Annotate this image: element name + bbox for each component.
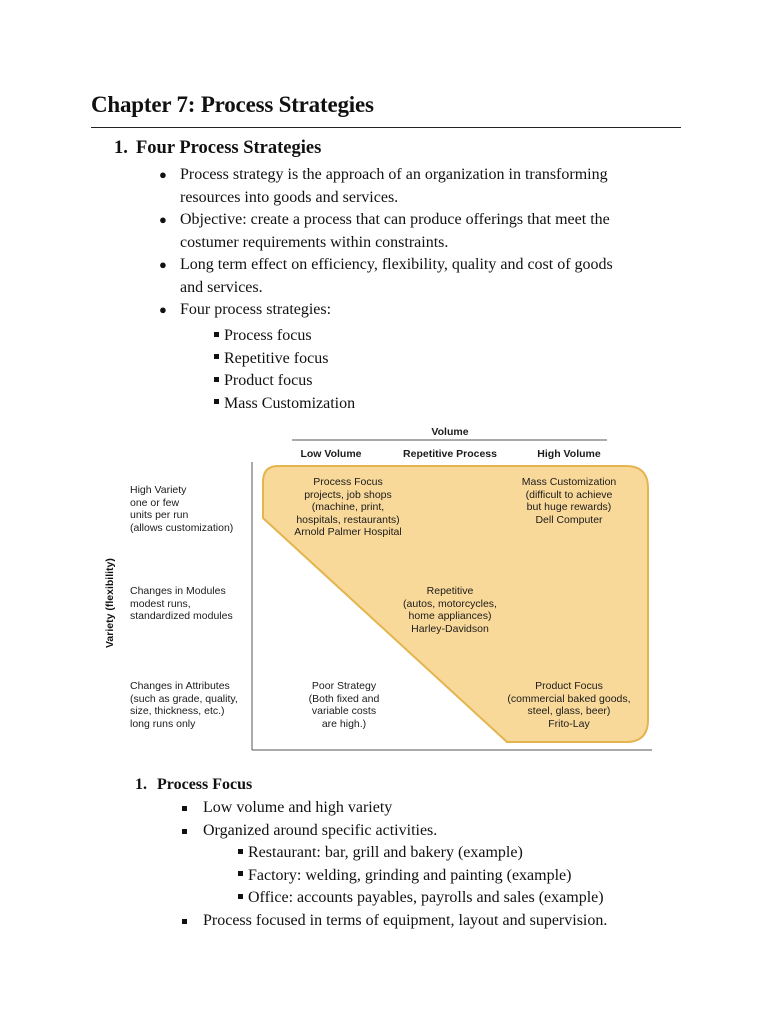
cell-line: (difficult to achieve bbox=[525, 488, 613, 501]
cell-repetitive bbox=[403, 585, 497, 635]
strategy-item bbox=[214, 348, 355, 371]
example-item bbox=[238, 865, 607, 888]
bullet-line: costumer requirements within constraints. bbox=[180, 233, 449, 251]
list-item bbox=[182, 820, 607, 843]
example-text: Factory: welding, grinding and painting (example) bbox=[248, 866, 572, 884]
cell-mass-customization bbox=[522, 476, 617, 526]
bullet-line: Long term effect on efficiency, flexibility, quality and cost of goods bbox=[180, 256, 613, 273]
cell-line: but huge rewards) bbox=[526, 501, 612, 513]
strategy-item bbox=[214, 325, 355, 348]
section-number: 1. bbox=[114, 138, 128, 158]
chapter-title: Chapter 7: Process Strategies bbox=[91, 92, 374, 117]
col-header-high: High Volume bbox=[537, 448, 601, 460]
row-line: one or few bbox=[130, 496, 180, 509]
bullet-list bbox=[159, 164, 678, 322]
row-line: modest runs, bbox=[130, 597, 191, 610]
list-item bbox=[182, 797, 607, 820]
cell-title: Product Focus bbox=[535, 680, 603, 692]
variety-axis-label: Variety (flexibility) bbox=[104, 558, 116, 648]
row-title: Changes in Modules bbox=[130, 585, 226, 597]
bullet-line: and services. bbox=[180, 278, 263, 296]
cell-example: Dell Computer bbox=[535, 513, 603, 526]
cell-example: Arnold Palmer Hospital bbox=[294, 526, 402, 538]
row-line: units per run bbox=[130, 509, 189, 521]
cell-line: home appliances) bbox=[408, 610, 492, 622]
square-bullet-icon bbox=[182, 919, 187, 924]
bullet-line: Process strategy is the approach of an organization in transforming bbox=[180, 166, 608, 183]
cell-process-focus bbox=[294, 476, 401, 539]
row-changes-modules bbox=[130, 585, 233, 623]
cell-title: Poor Strategy bbox=[311, 680, 377, 692]
bullet-dot-icon: ● bbox=[159, 257, 167, 272]
cell-line: (machine, print, bbox=[311, 501, 385, 513]
strategy-label: Product focus bbox=[224, 372, 313, 389]
bullet-line: Four process strategies: bbox=[180, 301, 332, 318]
strategy-label: Mass Customization bbox=[224, 394, 356, 412]
section-heading bbox=[114, 138, 321, 159]
example-text: Restaurant: bar, grill and bakery (example) bbox=[248, 844, 523, 861]
col-header-low: Low Volume bbox=[300, 448, 362, 460]
bullet-line: Objective: create a process that can produce offerings that meet the bbox=[180, 211, 610, 228]
bullet-item bbox=[159, 164, 678, 209]
example-list bbox=[182, 842, 607, 910]
bullet-line: resources into goods and services. bbox=[180, 188, 399, 206]
subsection-number: 1. bbox=[135, 776, 147, 793]
row-high-variety bbox=[130, 484, 233, 534]
bullet-item bbox=[159, 254, 678, 299]
square-bullet-icon bbox=[214, 399, 219, 404]
cell-line: hospitals, restaurants) bbox=[296, 513, 400, 526]
process-focus-list bbox=[182, 797, 607, 932]
cell-line: (Both fixed and bbox=[308, 692, 380, 705]
title-rule bbox=[91, 127, 681, 128]
cell-line: projects, job shops bbox=[304, 488, 392, 501]
subsection-heading-text: Process Focus bbox=[157, 776, 253, 793]
bullet-dot-icon: ● bbox=[159, 302, 167, 317]
square-bullet-icon bbox=[214, 354, 219, 359]
example-item bbox=[238, 887, 607, 910]
list-item-text: Low volume and high variety bbox=[203, 799, 393, 816]
bullet-item bbox=[159, 209, 678, 254]
row-line: standardized modules bbox=[130, 610, 233, 622]
bullet-dot-icon: ● bbox=[159, 167, 167, 182]
row-changes-attributes bbox=[130, 680, 238, 730]
col-header-repetitive: Repetitive Process bbox=[403, 448, 497, 460]
square-bullet-icon bbox=[214, 332, 219, 337]
bullet-dot-icon: ● bbox=[159, 212, 167, 227]
row-title: High Variety bbox=[130, 484, 187, 496]
row-line: (such as grade, quality, bbox=[130, 692, 238, 705]
strategy-label: Repetitive focus bbox=[224, 349, 329, 367]
volume-label: Volume bbox=[431, 426, 469, 438]
cell-line: variable costs bbox=[311, 705, 377, 717]
section-heading-text: Four Process Strategies bbox=[136, 138, 322, 158]
cell-example: Harley-Davidson bbox=[411, 622, 489, 635]
square-bullet-icon bbox=[214, 377, 219, 382]
row-line: size, thickness, etc.) bbox=[130, 705, 225, 717]
cell-product-focus bbox=[507, 680, 630, 730]
example-item bbox=[238, 842, 607, 865]
process-matrix-figure bbox=[100, 420, 660, 760]
square-bullet-icon bbox=[182, 829, 187, 834]
cell-title: Process Focus bbox=[313, 476, 383, 488]
list-item bbox=[182, 910, 607, 933]
cell-line: steel, glass, beer) bbox=[527, 705, 611, 717]
cell-example: Frito-Lay bbox=[548, 717, 590, 730]
square-bullet-icon bbox=[238, 871, 243, 876]
cell-line: are high.) bbox=[321, 717, 367, 730]
cell-line: (autos, motorcycles, bbox=[403, 597, 497, 610]
strategy-list bbox=[214, 325, 355, 415]
cell-poor-strategy bbox=[309, 680, 380, 730]
bullet-item bbox=[159, 299, 678, 322]
row-line: (allows customization) bbox=[130, 521, 234, 534]
cell-title: Mass Customization bbox=[521, 476, 617, 488]
cell-line: (commercial baked goods, bbox=[507, 692, 631, 705]
list-item-text: Organized around specific activities. bbox=[203, 821, 438, 839]
row-title: Changes in Attributes bbox=[130, 680, 230, 692]
square-bullet-icon bbox=[238, 894, 243, 899]
strategy-item bbox=[214, 393, 355, 416]
example-text: Office: accounts payables, payrolls and sales (example) bbox=[248, 889, 604, 906]
row-line: long runs only bbox=[130, 717, 196, 730]
square-bullet-icon bbox=[238, 849, 243, 854]
cell-title: Repetitive bbox=[426, 585, 474, 597]
strategy-item bbox=[214, 370, 355, 393]
list-item-text: Process focused in terms of equipment, layout and supervision. bbox=[203, 911, 608, 929]
strategy-label: Process focus bbox=[224, 327, 312, 344]
subsection-heading bbox=[135, 776, 252, 794]
square-bullet-icon bbox=[182, 806, 187, 811]
